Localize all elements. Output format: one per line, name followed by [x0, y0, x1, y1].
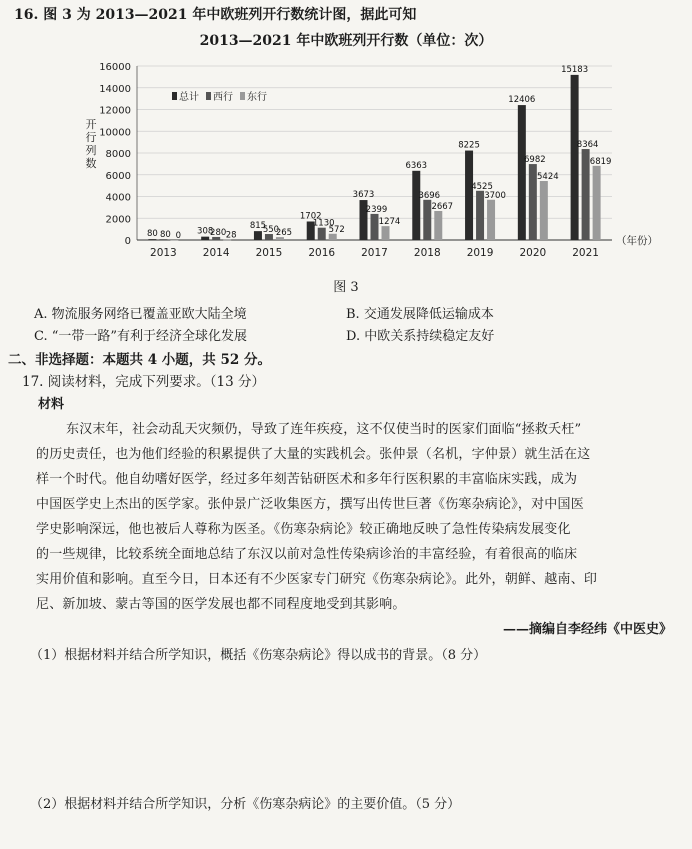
y-tick-label: 2000	[105, 214, 131, 226]
data-label: 265	[275, 228, 293, 239]
y-tick-label: 0	[124, 236, 131, 247]
material-line-6: 的一些规律，比较系统全面地总结了东汉以前对急性传染病诊治的丰富经验，有着很高的临床	[36, 547, 578, 562]
bar-东行	[487, 200, 495, 240]
data-label: 550	[262, 225, 280, 236]
material-line-1: 东汉末年，社会动乱天灾频仍，导致了连年疾疫，这不仅使当时的医家们面临“拯救夭枉”	[66, 422, 582, 437]
y-tick-label: 14000	[99, 83, 131, 95]
material-line-2: 的历史责任，也为他们经验的积累提供了大量的实践机会。张仲景（名机，字仲景）就生活在这	[36, 447, 591, 462]
y-axis-label-char: 行	[85, 131, 97, 144]
x-tick-label: 2020	[519, 247, 547, 259]
bar-西行	[371, 214, 379, 240]
bar-东行	[434, 211, 442, 240]
data-label: 6819	[589, 156, 612, 167]
data-label: 3696	[418, 190, 441, 201]
bar-总计	[518, 105, 526, 240]
data-label: 572	[328, 224, 345, 235]
bar-总计	[412, 171, 420, 240]
data-label: 15183	[561, 64, 589, 75]
y-tick-label: 10000	[99, 127, 131, 139]
question-17-stem: 17. 阅读材料，完成下列要求。（13 分）	[22, 374, 265, 390]
x-tick-label: 2013	[150, 247, 177, 259]
legend-swatch	[206, 92, 211, 100]
data-label: 6982	[524, 155, 546, 166]
y-tick-label: 16000	[99, 62, 131, 73]
data-label: 3700	[484, 190, 506, 201]
bar-总计	[465, 151, 473, 240]
option-a: A. 物流服务网络已覆盖亚欧大陆全境	[34, 307, 247, 322]
y-tick-label: 6000	[105, 170, 131, 182]
y-axis-label-char: 数	[85, 157, 97, 170]
data-label: 28	[225, 230, 237, 241]
y-tick-label: 4000	[105, 192, 131, 204]
bar-西行	[318, 228, 326, 240]
x-tick-label: 2014	[202, 247, 230, 259]
data-label: 308	[197, 226, 214, 237]
data-label: 2399	[365, 204, 388, 215]
material-line-5: 学史影响深远，他也被后人尊称为医圣。《伤寒杂病论》较正确地反映了急性传染病发展变化	[36, 522, 571, 537]
data-label: 80	[159, 230, 171, 241]
y-axis-label-char: 开	[85, 118, 97, 131]
legend-entry: 东行	[247, 92, 267, 103]
bar-总计	[148, 239, 156, 240]
data-label: 6363	[405, 160, 428, 171]
material-line-8: 尼、新加坡、蒙古等国的医学发展也都不同程度地受到其影响。	[36, 597, 406, 612]
bar-东行	[593, 166, 601, 240]
bar-东行	[382, 226, 390, 240]
material-label: 材料	[38, 397, 65, 412]
legend-entry: 总计	[179, 92, 199, 103]
data-label: 815	[249, 221, 267, 232]
bar-东行	[540, 181, 548, 240]
bar-总计	[201, 237, 209, 240]
data-label: 1130	[312, 218, 335, 229]
legend-entry: 西行	[213, 92, 233, 103]
x-tick-label: 2015	[255, 247, 283, 259]
figure-caption: 图 3	[333, 280, 359, 295]
data-label: 80	[146, 229, 158, 240]
material-line-7: 实用价值和影响。直至今日，日本还有不少医家专门研究《伤寒杂病论》。此外，朝鲜、越南、印	[36, 572, 598, 587]
y-tick-label: 12000	[99, 105, 131, 117]
legend-swatch	[172, 92, 177, 100]
data-label: 2667	[431, 201, 454, 212]
x-tick-label: 2017	[361, 247, 388, 259]
bar-总计	[571, 75, 579, 240]
material-line-4: 中国医学史上杰出的医学家。张仲景广泛收集医方，撰写出传世巨著《伤寒杂病论》，对中国医	[36, 497, 584, 512]
material-source: ——摘编自李经纬《中医史》	[502, 622, 672, 637]
y-axis-label-char: 列	[85, 144, 97, 157]
data-label: 0	[175, 231, 182, 241]
y-tick-label: 8000	[105, 149, 131, 160]
data-label: 280	[210, 227, 227, 238]
data-label: 12406	[508, 95, 536, 106]
data-label: 8225	[458, 140, 480, 151]
data-label: 3673	[352, 190, 375, 201]
option-d: D. 中欧关系持续稳定友好	[346, 329, 495, 344]
x-tick-label: 2016	[308, 247, 336, 259]
question-16-stem: 16. 图 3 为 2013—2021 年中欧班列开行数统计图，据此可知	[14, 7, 417, 23]
x-tick-label: 2021	[572, 247, 599, 259]
chart-title: 2013—2021 年中欧班列开行数（单位：次）	[199, 33, 493, 49]
x-tick-label: 2018	[413, 247, 441, 259]
bar-总计	[254, 231, 262, 240]
x-axis-label: （年份）	[616, 235, 658, 247]
data-label: 4525	[471, 181, 493, 192]
section-2-heading: 二、非选择题：本题共 4 小题，共 52 分。	[8, 352, 271, 368]
question-17-sub-1: （1）根据材料并结合所学知识，概括《伤寒杂病论》得以成书的背景。（8 分）	[30, 648, 487, 663]
legend-swatch	[240, 92, 245, 100]
data-label: 1702	[299, 211, 322, 222]
bar-西行	[529, 164, 537, 240]
data-label: 1274	[378, 217, 401, 228]
bar-西行	[423, 200, 431, 240]
question-17-sub-2: （2）根据材料并结合所学知识，分析《伤寒杂病论》的主要价值。（5 分）	[30, 797, 461, 812]
x-tick-label: 2019	[466, 247, 494, 259]
data-label: 8364	[576, 140, 599, 151]
option-b: B. 交通发展降低运输成本	[346, 307, 494, 322]
material-line-3: 样一个时代。他自幼嗜好医学，经过多年刻苦钻研医术和多年行医积累的丰富临床实践，成为	[36, 472, 578, 487]
data-label: 5424	[537, 172, 559, 183]
bar-西行	[582, 149, 590, 240]
option-c: C. “一带一路”有利于经济全球化发展	[34, 329, 248, 344]
bar-西行	[476, 191, 484, 240]
bar-chart	[0, 50, 692, 272]
